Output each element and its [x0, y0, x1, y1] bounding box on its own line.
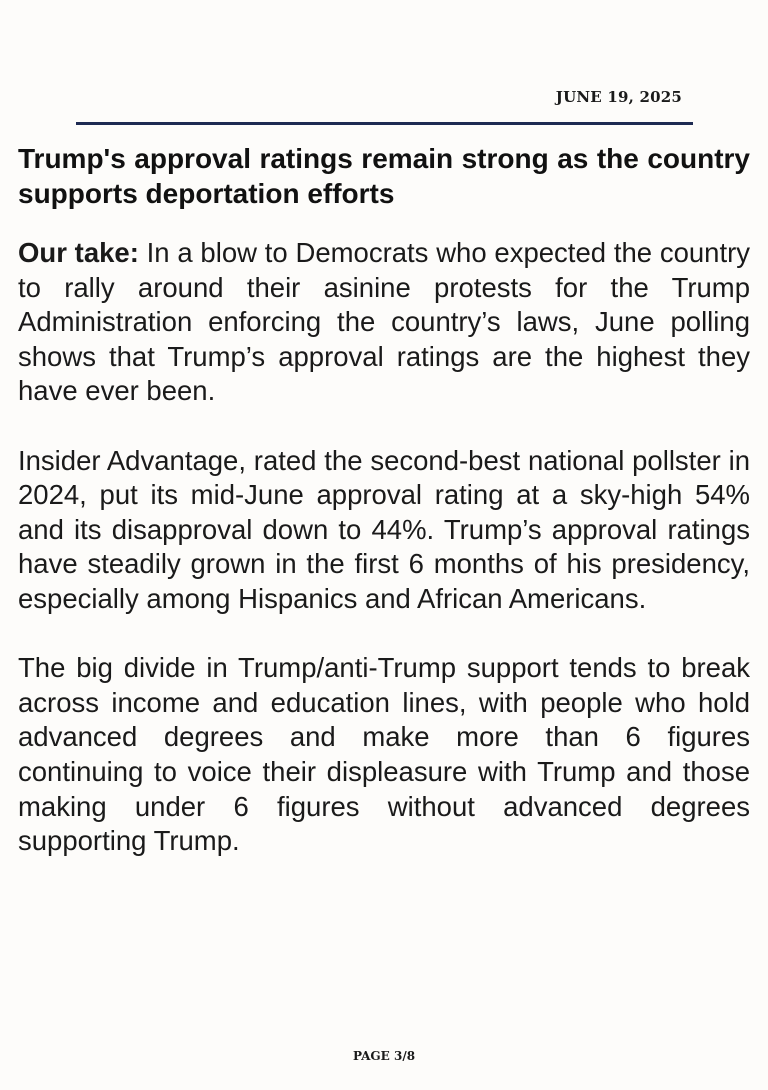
- lead-text: In a blow to Democrats who expected the country to rally around their asinine protests for the Trump Administration enforcing the country’s laws, June polling shows that Trump’s approval ratings are the highest they have ever been.: [18, 237, 750, 407]
- header-divider: [76, 122, 693, 125]
- article-body: [18, 236, 750, 893]
- body-paragraph-polling: Insider Advantage, rated the second-best national pollster in 2024, put its mid-June approval rating at a sky-high 54% and its disapproval down to 44%. Trump’s approval ratings have steadily grown in the first 6 months of his presidency, especially among Hispanics and African Americans.: [18, 444, 750, 614]
- page-number: PAGE 3/8: [352, 1049, 416, 1063]
- lead-paragraph: [18, 236, 750, 409]
- article-headline: Trump's approval ratings remain strong as the country supports deportation efforts: [18, 143, 750, 209]
- publication-date: JUNE 19, 2025: [555, 88, 682, 106]
- lead-label: Our take:: [18, 237, 139, 268]
- body-paragraph-divide: The big divide in Trump/anti-Trump support tends to break across income and education lines, with people who hold advanced degrees and make more than 6 figures continuing to voice their displeasure with Trump and those making under 6 figures without advanced degrees supporting Trump.: [18, 652, 750, 857]
